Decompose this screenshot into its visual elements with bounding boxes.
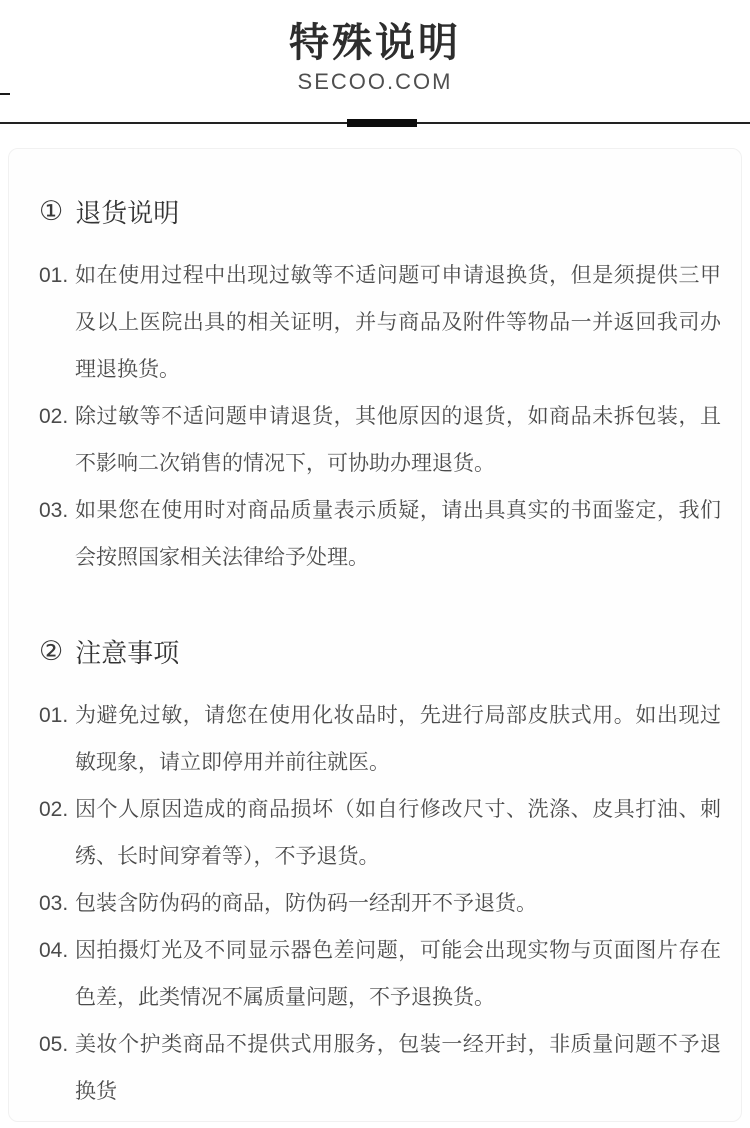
section [39,193,721,581]
header [0,0,750,95]
item-text: 如果您在使用时对商品质量表示质疑，请出具真实的书面鉴定，我们会按照国家相关法律给予处理。 [75,499,721,569]
section-title-text: 注意事项 [75,638,180,668]
content-card [8,148,742,1122]
list-item [39,786,721,880]
section-title-text: 退货说明 [75,198,180,228]
page-title: 特殊说明 [289,21,461,65]
item-text: 因个人原因造成的商品损坏（如自行修改尺寸、洗涤、皮具打油、刺绣、长时间穿着等），不予退货。 [75,798,721,868]
item-number: 04. [39,939,69,962]
brand-text: SECOO.COM [297,69,453,94]
item-number: 02. [39,405,69,428]
list-item [39,1021,721,1115]
item-number: 05. [39,1033,69,1056]
divider-accent-bar [347,119,417,127]
section-title [39,193,721,230]
item-number: 01. [39,264,69,287]
item-text: 如在使用过程中出现过敏等不适问题可申请退换货，但是须提供三甲及以上医院出具的相关证明，并与商品及附件等物品一并返回我司办理退换货。 [75,264,721,381]
item-number: 03. [39,499,69,522]
item-number: 01. [39,704,69,727]
list-item [39,927,721,1021]
list-item [39,692,721,786]
section-number-icon: ② [39,636,64,666]
item-text: 为避免过敏，请您在使用化妆品时，先进行局部皮肤式用。如出现过敏现象，请立即停用并前往就医。 [75,704,721,774]
item-number: 02. [39,798,69,821]
items-list [39,692,721,1115]
section-title [39,633,721,670]
sections-container [39,193,721,1115]
item-text: 美妆个护类商品不提供式用服务，包装一经开封，非质量问题不予退换货 [75,1033,721,1103]
items-list [39,252,721,581]
list-item [39,393,721,487]
left-tick-mark [0,93,10,95]
list-item [39,880,721,927]
section [39,633,721,1115]
item-number: 03. [39,892,69,915]
list-item [39,487,721,581]
item-text: 包装含防伪码的商品，防伪码一经刮开不予退货。 [75,892,537,915]
item-text: 除过敏等不适问题申请退货，其他原因的退货，如商品未拆包装，且不影响二次销售的情况下，可协助办理退货。 [75,405,721,475]
list-item [39,252,721,393]
section-number-icon: ① [39,196,64,226]
item-text: 因拍摄灯光及不同显示器色差问题，可能会出现实物与页面图片存在色差，此类情况不属质量问题，不予退换货。 [75,939,721,1009]
